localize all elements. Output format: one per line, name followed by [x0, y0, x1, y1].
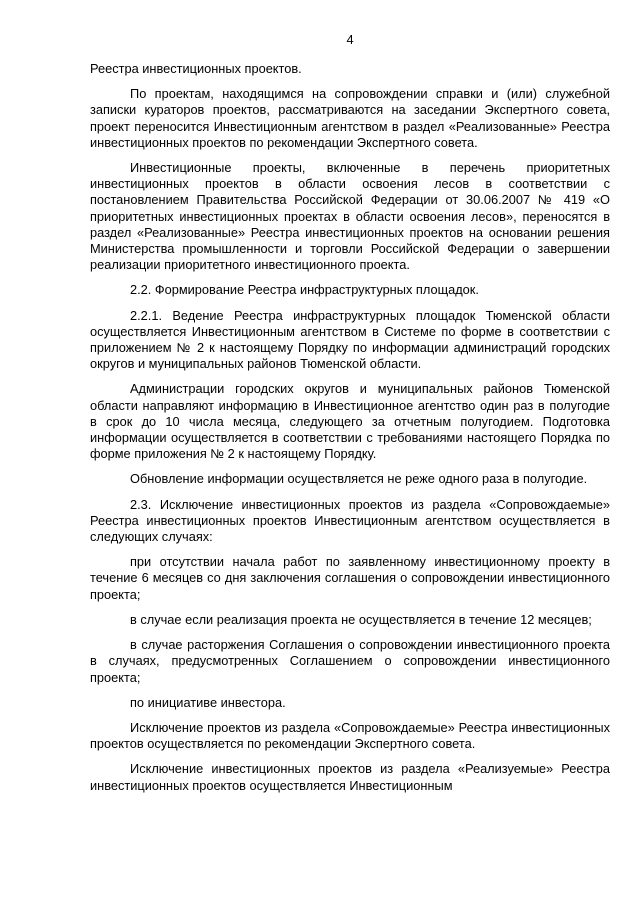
paragraph: 2.3. Исключение инвестиционных проектов из раздела «Сопровождаемые» Реестра инвестиционных проектов Инвестиционным агентством осуществляется в следующих случаях:: [90, 496, 610, 545]
paragraph: Инвестиционные проекты, включенные в перечень приоритетных инвестиционных проектов в области освоения лесов в соответствии с постановлением Правительства Российской Федерации от 30.06.2007 № 419 «О приоритетных инвестиционных проектах в области освоения лесов», переносятся в раздел «Реализованные» Реестра инвестиционных проектов на основании решения Министерства промышленности и торговли Российской Федерации о завершении реализации приоритетного инвестиционного проекта.: [90, 160, 610, 273]
paragraph: Исключение проектов из раздела «Сопровождаемые» Реестра инвестиционных проектов осуществляется по рекомендации Экспертного совета.: [90, 719, 610, 752]
paragraph: Администрации городских округов и муниципальных районов Тюменской области направляют информацию в Инвестиционное агентство один раз в полугодие в срок до 10 числа месяца, следующего за отчетным полугодием. Подготовка информации осуществляется в соответствии с требованиями настоящего Порядка по форме приложения № 2 к настоящему Порядку.: [90, 381, 610, 462]
paragraph-truncated: Исключение инвестиционных проектов из раздела «Реализуемые» Реестра инвестиционных проектов осуществляется Инвестиционным: [90, 761, 610, 793]
list-item: в случае расторжения Соглашения о сопровождении инвестиционного проекта в случаях, предусмотренных Соглашением о сопровождении инвестиционного проекта;: [90, 637, 610, 685]
paragraph: 2.2.1. Ведение Реестра инфраструктурных площадок Тюменской области осуществляется Инвестиционным агентством в Системе по форме в соответствии с приложением № 2 к настоящему Порядку по информации администраций городских округов и муниципальных районов Тюменской области.: [90, 307, 610, 372]
document-body: [90, 61, 610, 803]
list-item: в случае если реализация проекта не осуществляется в течение 12 месяцев;: [130, 611, 592, 627]
list-item: при отсутствии начала работ по заявленному инвестиционному проекту в течение 6 месяцев со дня заключения соглашения о сопровождении инвестиционного проекта;: [90, 554, 610, 602]
page-number: 4: [346, 32, 354, 47]
section-heading-2-2: 2.2. Формирование Реестра инфраструктурных площадок.: [130, 282, 479, 298]
paragraph-continuation: Реестра инвестиционных проектов.: [90, 61, 302, 76]
paragraph: По проектам, находящимся на сопровождении справки и (или) служебной записки кураторов проектов, рассматриваются на заседании Экспертного совета, проект переносится Инвестиционным агентством в раздел «Реализованные» Реестра инвестиционных проектов по рекомендации Экспертного совета.: [90, 86, 610, 150]
list-item: по инициативе инвестора.: [130, 694, 286, 710]
paragraph: Обновление информации осуществляется не реже одного раза в полугодие.: [130, 471, 588, 487]
